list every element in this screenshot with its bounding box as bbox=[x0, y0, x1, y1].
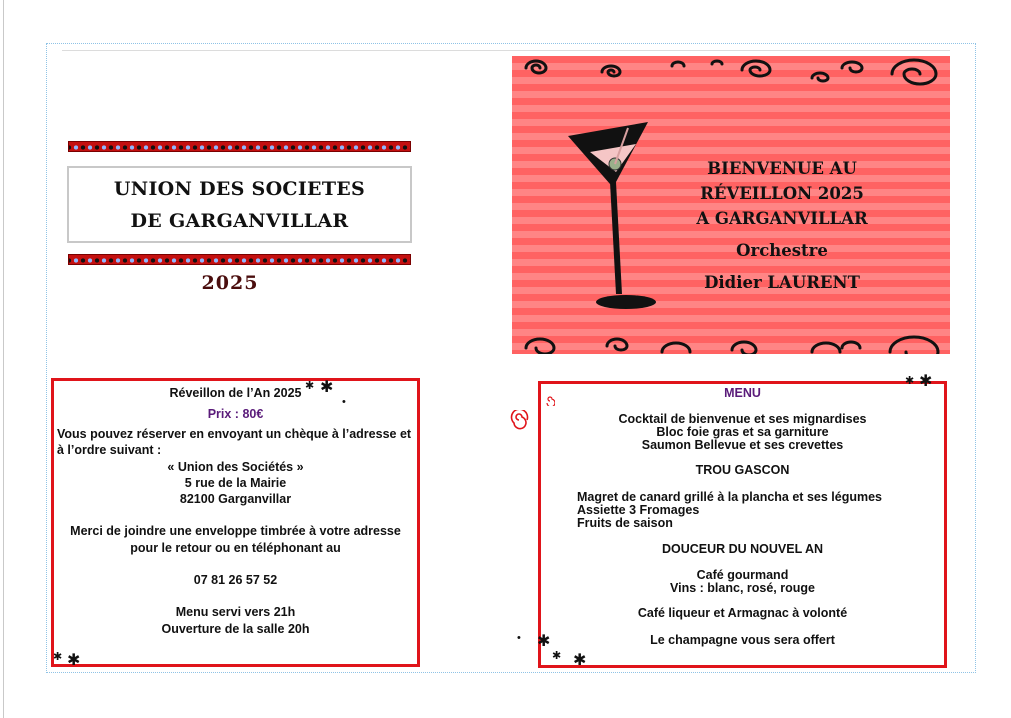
opening-time: Ouverture de la salle 20h bbox=[161, 622, 310, 636]
year-label: 2025 bbox=[201, 272, 259, 294]
welcome-line-2: RÉVEILLON 2025 bbox=[700, 184, 864, 203]
star-icon: ✱ bbox=[305, 380, 315, 392]
orchestra-label: Orchestre bbox=[736, 241, 828, 260]
menu-starter-3: Saumon Bellevue et ses crevettes bbox=[641, 438, 844, 452]
menu-starter-1: Cocktail de bienvenue et ses mignardises bbox=[618, 412, 867, 426]
price-label: Prix : 80€ bbox=[207, 407, 264, 421]
star-icon: ✱ bbox=[573, 652, 587, 669]
star-icon: • bbox=[517, 632, 521, 644]
star-icon: ✱ bbox=[537, 633, 551, 650]
menu-title: MENU bbox=[724, 386, 761, 400]
title-line-1: UNION DES SOCIETES bbox=[113, 177, 366, 200]
cocktail-glass-icon bbox=[568, 122, 656, 309]
title-line-2: DE GARGANVILLAR bbox=[130, 209, 349, 232]
address-street: 5 rue de la Mairie bbox=[184, 476, 287, 490]
menu-liqueur: Café liqueur et Armagnac à volonté bbox=[637, 606, 848, 620]
welcome-poster bbox=[512, 56, 950, 354]
title-box bbox=[67, 166, 412, 243]
swirl-icon bbox=[545, 396, 555, 406]
envelope-text-1: Merci de joindre une enveloppe timbrée à votre adresse bbox=[70, 524, 401, 538]
welcome-line-3: A GARGANVILLAR bbox=[696, 209, 868, 228]
welcome-line-1: BIENVENUE AU bbox=[707, 159, 857, 178]
reserve-text-1: Vous pouvez réserver en envoyant un chèque à l’adresse et bbox=[57, 427, 412, 441]
phone-number: 07 81 26 57 52 bbox=[193, 573, 278, 587]
welcome-text bbox=[662, 156, 902, 295]
star-icon: ✱ bbox=[552, 650, 562, 662]
org-name: « Union des Sociétés » bbox=[167, 460, 304, 474]
dotted-border-bottom bbox=[68, 254, 411, 265]
menu-trou-gascon: TROU GASCON bbox=[695, 463, 790, 477]
page-edge-rule bbox=[3, 0, 4, 718]
menu-dessert-1: Café gourmand bbox=[696, 568, 789, 582]
address-city: 82100 Garganvillar bbox=[179, 492, 292, 506]
menu-main-2: Assiette 3 Fromages bbox=[577, 503, 700, 517]
menu-champagne: Le champagne vous sera offert bbox=[650, 633, 835, 647]
menu-main-3: Fruits de saison bbox=[577, 516, 673, 530]
star-icon: ✱ bbox=[919, 373, 933, 390]
menu-dessert-title: DOUCEUR DU NOUVEL AN bbox=[661, 542, 824, 556]
orchestra-name: Didier LAURENT bbox=[704, 273, 860, 292]
menu-starter-2: Bloc foie gras et sa garniture bbox=[656, 425, 829, 439]
star-icon: ✱ bbox=[53, 651, 63, 663]
star-icon: ✱ bbox=[67, 652, 81, 669]
reserve-text-2: à l’ordre suivant : bbox=[57, 443, 162, 457]
menu-served-time: Menu servi vers 21h bbox=[175, 605, 296, 619]
menu-dessert-2: Vins : blanc, rosé, rouge bbox=[670, 581, 815, 595]
star-icon: ✱ bbox=[905, 375, 915, 387]
swirl-icon bbox=[509, 410, 529, 430]
event-title: Réveillon de l’An 2025 bbox=[169, 386, 302, 400]
envelope-text-2: pour le retour ou en téléphonant au bbox=[130, 541, 341, 555]
menu-main-1: Magret de canard grillé à la plancha et ses légumes bbox=[577, 490, 882, 504]
dotted-border-top bbox=[68, 141, 411, 152]
star-icon: ✱ bbox=[320, 379, 334, 396]
header-rule bbox=[62, 50, 950, 51]
star-icon: • bbox=[342, 396, 346, 408]
